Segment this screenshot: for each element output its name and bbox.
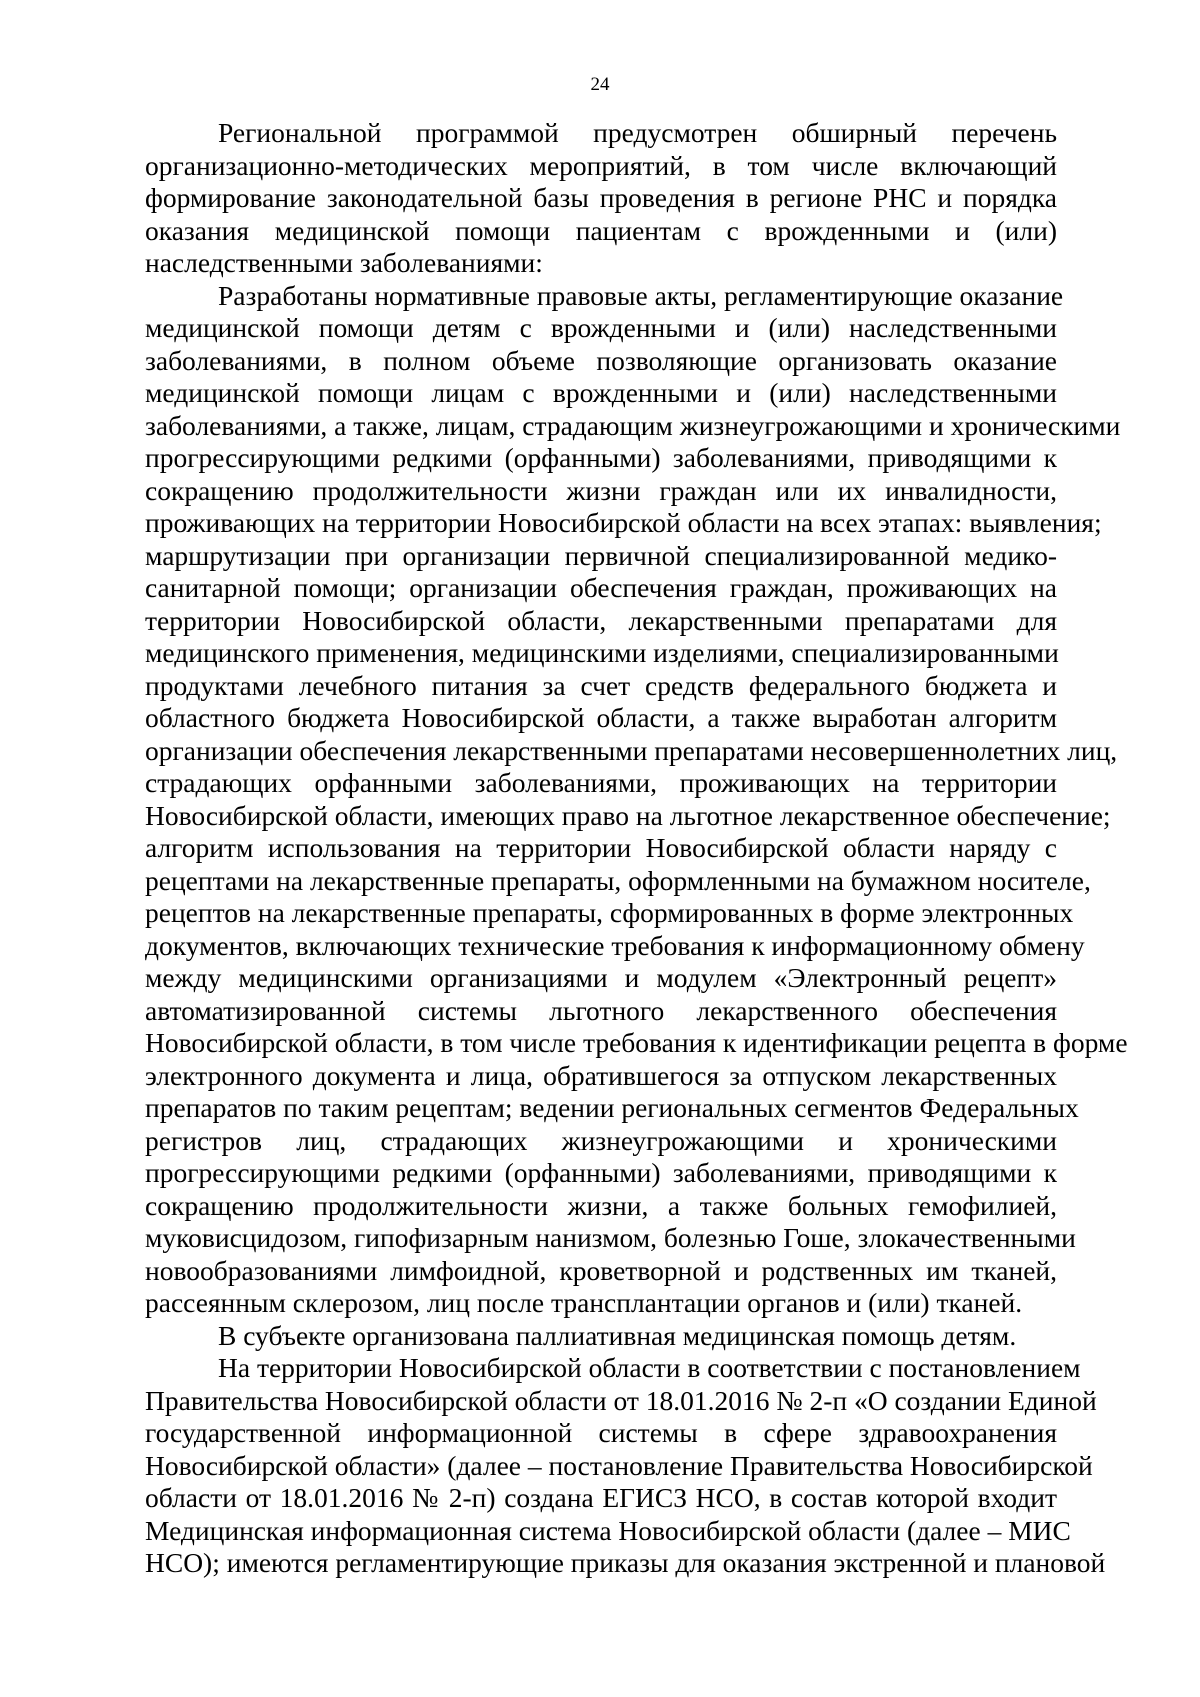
text-line: медицинской помощи лицам с врожденными и (или) наследственными <box>145 377 1057 408</box>
text-line: страдающих орфанными заболеваниями, проживающих на территории <box>145 767 1057 798</box>
text-line: автоматизированной системы льготного лекарственного обеспечения <box>145 994 1057 1026</box>
paragraph <box>145 279 1128 1320</box>
text-line: На территории Новосибирской области в соответствии с постановлением <box>218 1352 1081 1383</box>
text-line: сокращению продолжительности жизни, а также больных гемофилией, <box>145 1189 1057 1221</box>
text-line: прогрессирующими редкими (орфанными) заболеваниями, приводящими к <box>145 1157 1057 1188</box>
text-line: заболеваниями, в полном объеме позволяющие организовать оказание <box>145 344 1057 376</box>
text-line: формирование законодательной базы проведения в регионе РНС и порядка <box>145 182 1057 213</box>
text-line: НСО); имеются регламентирующие приказы для оказания экстренной и плановой <box>145 1547 1106 1578</box>
text-line: новообразованиями лимфоидной, кроветворной и родственных им тканей, <box>145 1254 1057 1286</box>
text-line: документов, включающих технические требования к информационному обмену <box>145 929 1085 961</box>
text-line: заболеваниями, а также, лицам, страдающим жизнеугрожающими и хроническими <box>145 409 1121 441</box>
text-line: Новосибирской области, имеющих право на льготное лекарственное обеспечение; <box>145 799 1111 831</box>
text-line: Медицинская информационная система Новосибирской области (далее – МИС <box>145 1514 1071 1546</box>
text-line: регистров лиц, страдающих жизнеугрожающими и хроническими <box>145 1124 1057 1156</box>
text-line: территории Новосибирской области, лекарственными препаратами для <box>145 604 1057 636</box>
page-number: 24 <box>590 74 610 95</box>
text-line: медицинской помощи детям с врожденными и (или) наследственными <box>145 312 1057 343</box>
text-line: Новосибирской области» (далее – постановление Правительства Новосибирской <box>145 1449 1093 1481</box>
text-line: Региональной программой предусмотрен обширный перечень <box>218 117 1057 148</box>
text-line: алгоритм использования на территории Новосибирской области наряду с <box>145 832 1057 863</box>
text-line: областного бюджета Новосибирской области, а также выработан алгоритм <box>145 702 1057 733</box>
text-line: рецептов на лекарственные препараты, сформированных в форме электронных <box>145 897 1074 928</box>
text-line: медицинского применения, медицинскими изделиями, специализированными <box>145 637 1059 668</box>
text-line: Разработаны нормативные правовые акты, регламентирующие оказание <box>218 279 1064 311</box>
text-line: препаратов по таким рецептам; ведении региональных сегментов Федеральных <box>145 1092 1079 1123</box>
paragraph <box>145 1320 1057 1353</box>
text-line: электронного документа и лица, обратившегося за отпуском лекарственных <box>145 1059 1057 1091</box>
text-line: области от 18.01.2016 № 2-п) создана ЕГИСЗ НСО, в состав которой входит <box>145 1482 1057 1513</box>
text-line: Правительства Новосибирской области от 18.01.2016 № 2-п «О создании Единой <box>145 1384 1097 1416</box>
text-line: рассеянным склерозом, лиц после трансплантации органов и (или) тканей. <box>145 1287 1023 1318</box>
text-line: государственной информационной системы в сфере здравоохранения <box>145 1417 1057 1448</box>
text-line: прогрессирующими редкими (орфанными) заболеваниями, приводящими к <box>145 442 1057 473</box>
text-line: наследственными заболеваниями: <box>145 247 543 278</box>
text-line: организации обеспечения лекарственными препаратами несовершеннолетних лиц, <box>145 734 1118 766</box>
paragraph <box>145 117 1057 280</box>
text-line: продуктами лечебного питания за счет средств федерального бюджета и <box>145 669 1057 701</box>
text-line: маршрутизации при организации первичной специализированной медико- <box>145 539 1057 571</box>
text-line: оказания медицинской помощи пациентам с врожденными и (или) <box>145 214 1057 246</box>
paragraph <box>145 1352 1106 1580</box>
text-line: В субъекте организована паллиативная медицинская помощь детям. <box>218 1319 1017 1351</box>
text-line: сокращению продолжительности жизни граждан или их инвалидности, <box>145 474 1057 506</box>
text-line: Новосибирской области, в том числе требования к идентификации рецепта в форме <box>145 1027 1128 1058</box>
text-line: муковисцидозом, гипофизарным нанизмом, болезнью Гоше, злокачественными <box>145 1222 1076 1253</box>
text-line: санитарной помощи; организации обеспечения граждан, проживающих на <box>145 572 1057 603</box>
document-body <box>145 117 1128 1580</box>
text-line: между медицинскими организациями и модулем «Электронный рецепт» <box>145 962 1057 993</box>
text-line: организационно-методических мероприятий, в том числе включающий <box>145 149 1057 181</box>
text-line: рецептами на лекарственные препараты, оформленными на бумажном носителе, <box>145 864 1091 896</box>
text-line: проживающих на территории Новосибирской области на всех этапах: выявления; <box>145 507 1102 538</box>
